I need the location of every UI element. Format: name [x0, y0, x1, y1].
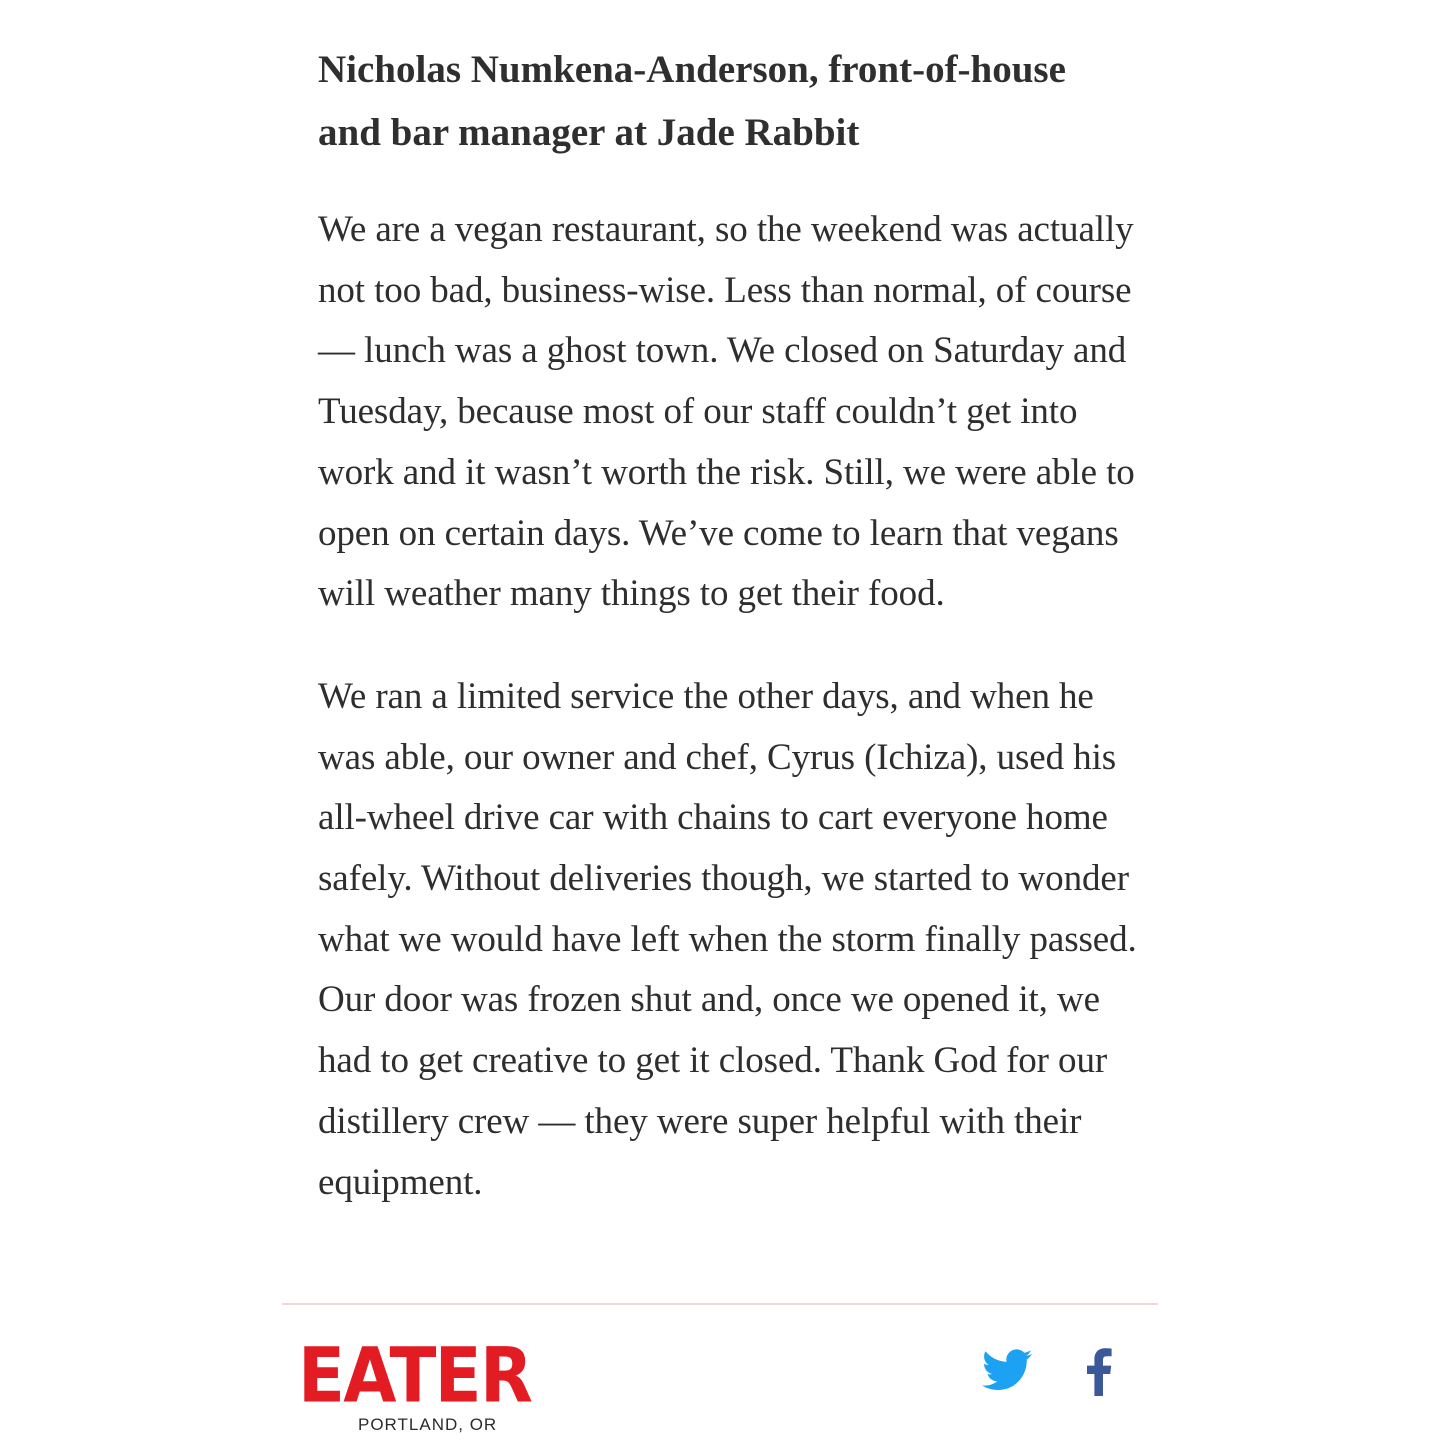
footer-divider [282, 1303, 1158, 1305]
eater-logo[interactable] [298, 1331, 558, 1436]
article-paragraph-2: We ran a limited service the other days, and when he was able, our owner and chef, Cyrus (Ichiza), used his all-wheel drive car with chains to cart everyone home safely. Without deliveries though, we started to wonder what we would have left when the storm finally passed. Our door was frozen shut and, once we opened it, we had to get creative to get it closed. Thank God for our distillery crew — they were super helpful with their equipment. [318, 675, 1137, 1203]
footer [298, 1331, 1140, 1436]
article-body [318, 38, 1138, 1255]
twitter-icon[interactable] [982, 1348, 1032, 1392]
facebook-icon[interactable] [1086, 1348, 1112, 1396]
eater-logo-wordmark: EATER [298, 1331, 532, 1420]
section-heading: Nicholas Numkena-Anderson, front-of-house and bar manager at Jade Rabbit [318, 48, 1066, 154]
article-paragraph-1: We are a vegan restaurant, so the weekend was actually not too bad, business-wise. Less than normal, of course — lunch was a ghost town. We closed on Saturday and Tuesday, because most of our staff couldn’t get into work and it wasn’t worth the risk. Still, we were able to open on certain days. We’ve come to learn that vegans will weather many things to get their food. [318, 209, 1135, 615]
eater-logo-location: PORTLAND, OR [358, 1415, 498, 1434]
